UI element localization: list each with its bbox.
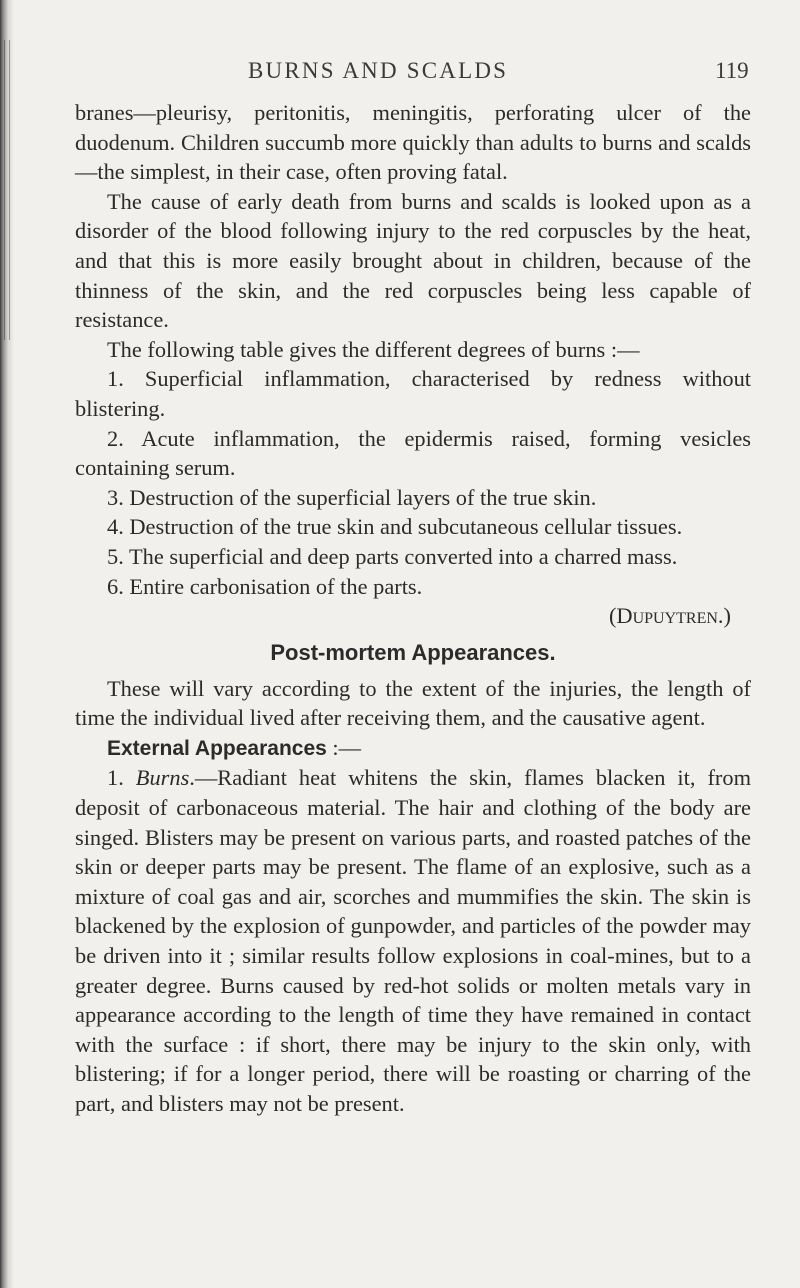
degree-item-5: 5. The superficial and deep parts converted into a charred mass. (107, 543, 678, 569)
burns-label: Burns (135, 765, 190, 791)
page-header (0, 58, 800, 94)
intro-paragraph: branes—pleurisy, peritonitis, meningitis, perforating ulcer of the duodenum. Children succumb more quickly than adults to burns and scalds—the simplest, in their case, often proving fatal. (75, 100, 751, 185)
running-title: BURNS AND SCALDS (248, 58, 509, 83)
section-heading: Post-mortem Appearances. (270, 639, 556, 665)
burns-number: 1. (107, 765, 136, 791)
section-intro-paragraph: These will vary according to the extent of the injuries, the length of time the individual lived after receiving them, and the causative agent. (75, 675, 751, 731)
citation: (Dupuytren.) (608, 603, 731, 629)
degree-item-3: 3. Destruction of the superficial layers of the true skin. (107, 484, 597, 510)
burns-paragraph (75, 763, 751, 1118)
degree-item-4: 4. Destruction of the true skin and subcutaneous cellular tissues. (107, 514, 683, 540)
external-heading: External Appearances (107, 736, 327, 760)
burns-text: .—Radiant heat whitens the skin, flames blacken it, from deposit of carbonaceous material. The hair and clothing of the body are singed. Blisters may be present on various parts, and roasted patches of the skin or deeper parts may be present. The flame of an explosive, such as a mixture of coal gas and air, scorches and mummifies the skin. The skin is blackened by the explosion of gunpowder, and particles of the powder may be driven into it ; similar results follow explosions in coal-mines, but to a greater degree. Burns caused by red-hot solids or molten metals vary in appearance according to the length of time they have remained in contact with the surface : if short, there may be injury to the skin only, with blistering; if for a longer period, there will be roasting or charring of the part, and blisters may not be present. (75, 765, 751, 1116)
citation-name: Dupuytren. (616, 603, 724, 629)
degree-item-2: 2. Acute inflammation, the epidermis raised, forming vesicles containing serum. (75, 425, 751, 481)
page-number: 119 (715, 58, 749, 83)
table-intro: The following table gives the different degrees of burns :— (107, 336, 640, 362)
degree-item-6: 6. Entire carbonisation of the parts. (107, 573, 423, 599)
page-body (75, 98, 751, 1119)
external-heading-suffix: :— (326, 734, 362, 760)
external-heading-line (75, 733, 751, 764)
cause-paragraph: The cause of early death from burns and scalds is looked upon as a disorder of the blood following injury to the red corpuscles by the heat, and that this is more easily brought about in children, because of the thinness of the skin, and the red corpuscles being less capable of resistance. (75, 188, 751, 333)
degree-item-1: 1. Superficial inflammation, characterised by redness without blistering. (75, 366, 751, 421)
